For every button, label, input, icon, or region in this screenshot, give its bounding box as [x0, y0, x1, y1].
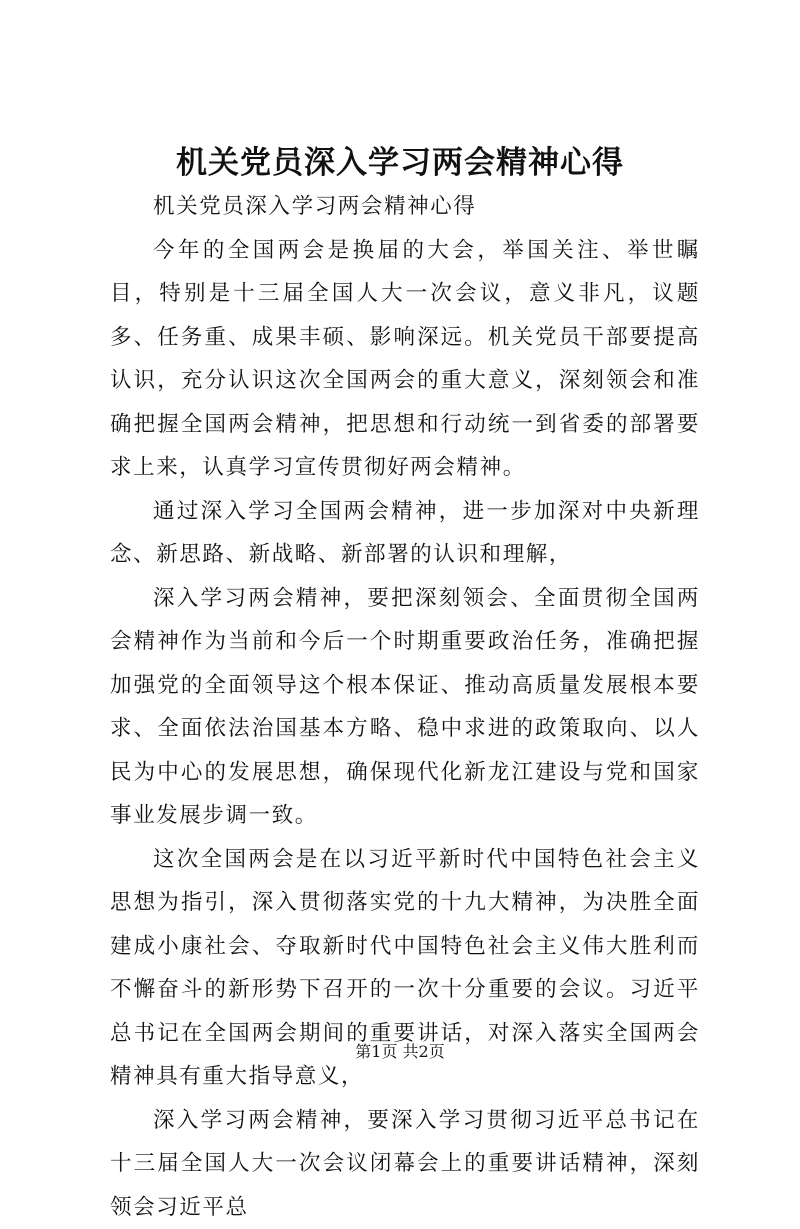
paragraph: 通过深入学习全国两会精神，进一步加深对中央新理念、新思路、新战略、新部署的认识和理解， [110, 490, 700, 577]
paragraph: 这次全国两会是在以习近平新时代中国特色社会主义思想为指引，深入贯彻落实党的十九大精神，为决胜全面建成小康社会、夺取新时代中国特色社会主义伟大胜利而不懈奋斗的新形势下召开的一次十分重要的会议。习近平总书记在全国两会期间的重要讲话，对深入落实全国两会精神具有重大指导意义， [110, 838, 700, 1099]
paragraph: 深入学习两会精神，要把深刻领会、全面贯彻全国两会精神作为当前和今后一个时期重要政治任务，准确把握加强党的全面领导这个根本保证、推动高质量发展根本要求、全面依法治国基本方略、稳中求进的政策取向、以人民为中心的发展思想，确保现代化新龙江建设与党和国家事业发展步调一致。 [110, 577, 700, 838]
document-body [110, 185, 700, 1229]
document-title: 机关党员深入学习两会精神心得 [0, 140, 800, 186]
paragraph: 今年的全国两会是换届的大会，举国关注、举世瞩目，特别是十三届全国人大一次会议，意义非凡，议题多、任务重、成果丰硕、影响深远。机关党员干部要提高认识，充分认识这次全国两会的重大意义，深刻领会和准确把握全国两会精神，把思想和行动统一到省委的部署要求上来，认真学习宣传贯彻好两会精神。 [110, 229, 700, 490]
paragraph: 深入学习两会精神，要深入学习贯彻习近平总书记在十三届全国人大一次会议闭幕会上的重要讲话精神，深刻领会习近平总 [110, 1099, 700, 1229]
page-number-footer: 第1页 共2页 [0, 1040, 800, 1064]
paragraph: 机关党员深入学习两会精神心得 [110, 185, 700, 229]
